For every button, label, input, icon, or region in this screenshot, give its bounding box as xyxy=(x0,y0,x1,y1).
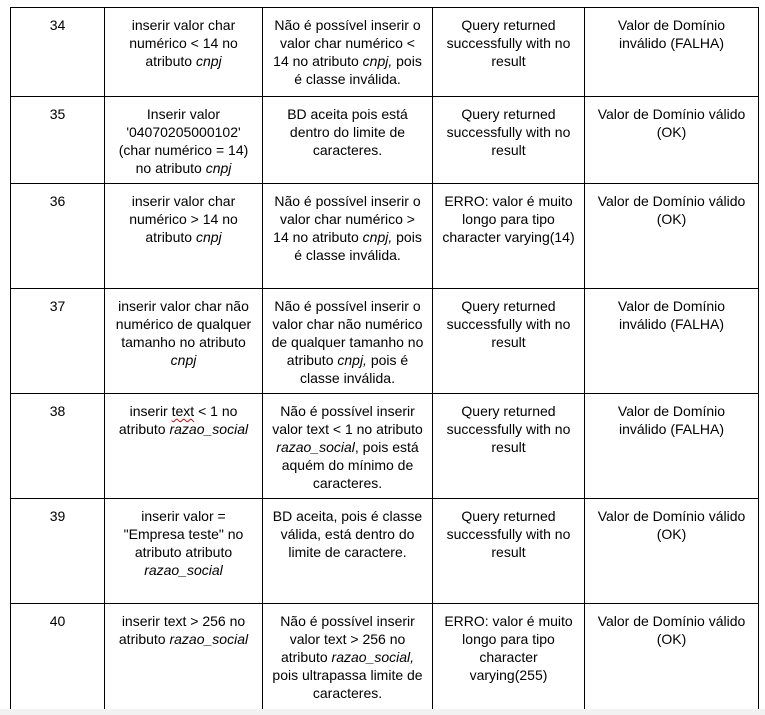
cell-line xyxy=(591,192,752,210)
cell-line xyxy=(439,648,578,666)
cell-line xyxy=(591,315,752,333)
case-result xyxy=(433,97,585,184)
table-row xyxy=(11,394,759,499)
cell-text: varying(255) xyxy=(469,667,548,683)
italic-text: cnpj, xyxy=(337,352,367,368)
cell-text: inválido (FALHA) xyxy=(618,421,725,437)
cell-line xyxy=(269,612,426,630)
cell-text: tamanho no atributo xyxy=(121,334,246,350)
cell-text: numérico < 14 no xyxy=(129,35,238,51)
cell-text: successfully with no xyxy=(446,35,571,51)
cell-text: atributo xyxy=(280,649,332,665)
cell-line xyxy=(269,16,426,34)
table-row xyxy=(11,184,759,289)
cell-line xyxy=(591,210,752,228)
cell-line xyxy=(439,210,578,228)
italic-text: razao_social xyxy=(169,421,249,437)
cell-text: inserir valor char xyxy=(131,193,236,209)
case-id: 37 xyxy=(11,289,105,394)
cell-line xyxy=(111,141,256,159)
italic-text: razao_social, xyxy=(331,649,415,665)
case-result xyxy=(433,394,585,499)
cell-text: inserir valor char xyxy=(131,17,236,33)
case-expected xyxy=(263,394,433,499)
cell-text: inserir valor char não xyxy=(118,298,249,314)
cell-text: successfully with no xyxy=(446,124,571,140)
cell-line xyxy=(111,16,256,34)
cell-text: , pois está xyxy=(354,439,419,455)
case-description xyxy=(105,97,263,184)
cell-text: 14 no atributo xyxy=(273,53,363,69)
cell-text: (char numérico = 14) xyxy=(118,142,249,158)
cell-text: Não é possível inserir o xyxy=(274,17,421,33)
cell-line xyxy=(269,34,426,52)
cell-text: valor char numérico > xyxy=(279,211,415,227)
cell-text: result xyxy=(491,334,526,350)
case-id: 34 xyxy=(11,8,105,97)
cell-line xyxy=(439,666,578,684)
cell-line xyxy=(269,315,426,333)
case-expected xyxy=(263,97,433,184)
cell-text: atributo xyxy=(145,229,196,245)
cell-text: Valor de Domínio válido xyxy=(597,106,746,122)
case-classification xyxy=(585,97,759,184)
cell-line xyxy=(111,351,256,369)
case-expected xyxy=(263,604,433,710)
cell-text: caracteres. xyxy=(312,475,383,491)
cell-text: result xyxy=(491,544,526,560)
cell-text: Não é possível inserir o xyxy=(274,298,421,314)
cell-text: character varying(14) xyxy=(442,229,575,245)
cell-text: valor text < 1 no atributo xyxy=(272,421,423,437)
case-result xyxy=(433,184,585,289)
case-expected xyxy=(263,8,433,97)
cell-line xyxy=(269,333,426,351)
cell-line xyxy=(439,105,578,123)
cell-line xyxy=(111,543,256,561)
cell-text: longo para tipo xyxy=(462,631,555,647)
cell-line xyxy=(269,70,426,88)
table-body xyxy=(11,8,759,710)
case-id: 38 xyxy=(11,394,105,499)
cell-text: Valor de Domínio xyxy=(617,17,726,33)
cell-text: Valor de Domínio válido xyxy=(597,613,746,629)
cell-line xyxy=(439,438,578,456)
cell-text: 14 no atributo xyxy=(273,229,363,245)
cell-text: (OK) xyxy=(656,211,687,227)
cell-line xyxy=(111,228,256,246)
italic-text: cnpj xyxy=(170,352,197,368)
cell-line xyxy=(439,630,578,648)
cell-line xyxy=(269,210,426,228)
cell-line xyxy=(269,228,426,246)
case-description xyxy=(105,184,263,289)
case-description xyxy=(105,8,263,97)
cell-text: Query returned xyxy=(461,508,556,524)
cell-text: pois ultrapassa limite de xyxy=(272,667,423,683)
case-description xyxy=(105,604,263,710)
cell-line xyxy=(269,420,426,438)
cell-text: Não é possível inserir o xyxy=(274,193,421,209)
cell-line xyxy=(269,648,426,666)
italic-text: cnpj xyxy=(205,160,232,176)
cell-text: text xyxy=(171,403,195,419)
cell-line xyxy=(269,246,426,264)
cell-text: inserir xyxy=(129,403,172,419)
cell-text: numérico > 14 no xyxy=(129,211,238,227)
cell-line xyxy=(111,507,256,525)
cell-text: BD aceita pois está xyxy=(287,106,408,122)
cell-text: Query returned xyxy=(461,17,556,33)
cell-line xyxy=(111,297,256,315)
case-id: 40 xyxy=(11,604,105,710)
cell-line xyxy=(269,369,426,387)
cell-line xyxy=(111,402,256,420)
cell-text: Query returned xyxy=(461,106,556,122)
cell-line xyxy=(439,34,578,52)
case-expected xyxy=(263,499,433,604)
cell-line xyxy=(591,123,752,141)
cell-text: Query returned xyxy=(461,403,556,419)
cell-line xyxy=(269,543,426,561)
cell-line xyxy=(269,525,426,543)
cell-text: (OK) xyxy=(656,526,687,542)
italic-text: razao_social xyxy=(169,631,249,647)
case-classification xyxy=(585,289,759,394)
cell-line xyxy=(439,402,578,420)
cell-text: result xyxy=(491,53,526,69)
cell-text: successfully with no xyxy=(446,316,571,332)
cell-text: inválido (FALHA) xyxy=(618,35,725,51)
cell-line xyxy=(591,402,752,420)
case-result xyxy=(433,604,585,710)
cell-text: (OK) xyxy=(656,631,687,647)
table-row xyxy=(11,499,759,604)
cell-text: pois é xyxy=(366,352,409,368)
case-result xyxy=(433,289,585,394)
cell-line xyxy=(269,105,426,123)
cell-line xyxy=(269,192,426,210)
italic-text: cnpj xyxy=(195,53,222,69)
case-classification xyxy=(585,604,759,710)
cell-line xyxy=(269,684,426,702)
cell-line xyxy=(111,192,256,210)
cell-text: valor char não numérico xyxy=(272,316,423,332)
cell-line xyxy=(591,630,752,648)
cell-line xyxy=(439,543,578,561)
cell-line xyxy=(111,159,256,177)
cell-line xyxy=(591,420,752,438)
cell-line xyxy=(269,123,426,141)
cell-text: Inserir valor xyxy=(146,106,221,122)
case-classification xyxy=(585,394,759,499)
cell-line xyxy=(111,210,256,228)
table-row xyxy=(11,97,759,184)
case-id: 36 xyxy=(11,184,105,289)
cell-line xyxy=(111,333,256,351)
case-description xyxy=(105,394,263,499)
cell-line xyxy=(439,507,578,525)
cell-text: de qualquer tamanho no xyxy=(271,334,424,350)
cell-text: atributo xyxy=(118,631,170,647)
cell-text: atributo atributo xyxy=(134,544,233,560)
cell-text: atributo xyxy=(286,352,338,368)
cell-text: "Empresa teste" no xyxy=(123,526,244,542)
cell-line xyxy=(269,297,426,315)
cell-line xyxy=(439,525,578,543)
cell-line xyxy=(111,315,256,333)
cell-text: Valor de Domínio válido xyxy=(597,508,746,524)
cell-line xyxy=(439,297,578,315)
cell-text: numérico de qualquer xyxy=(115,316,252,332)
cell-text: caracteres. xyxy=(312,685,383,701)
cell-text: caracteres. xyxy=(312,142,383,158)
cell-line xyxy=(439,420,578,438)
cell-line xyxy=(111,561,256,579)
cell-line xyxy=(439,123,578,141)
case-expected xyxy=(263,184,433,289)
cell-line xyxy=(269,141,426,159)
case-result xyxy=(433,8,585,97)
cell-text: character xyxy=(479,649,538,665)
cell-text: '04070205000102' xyxy=(126,124,241,140)
italic-text: razao_social xyxy=(276,439,355,455)
case-classification xyxy=(585,8,759,97)
case-description xyxy=(105,499,263,604)
cell-line xyxy=(111,105,256,123)
cell-line xyxy=(591,105,752,123)
cell-line xyxy=(439,141,578,159)
cell-text: Valor de Domínio válido xyxy=(597,193,746,209)
case-id: 35 xyxy=(11,97,105,184)
cell-text: result xyxy=(491,142,526,158)
cell-line xyxy=(111,420,256,438)
italic-text: cnpj, xyxy=(362,53,393,69)
cell-text: inserir valor = xyxy=(141,508,226,524)
cell-line xyxy=(439,333,578,351)
cell-line xyxy=(269,630,426,648)
cell-line xyxy=(269,351,426,369)
cell-line xyxy=(439,192,578,210)
cell-text: (OK) xyxy=(656,124,687,140)
cell-text: aquém do mínimo de xyxy=(281,457,414,473)
cell-text: Query returned xyxy=(461,298,556,314)
cell-text: Não é possível inserir xyxy=(280,403,415,419)
cell-text: inserir text > 256 no xyxy=(121,613,246,629)
table-row xyxy=(11,289,759,394)
italic-text: cnpj, xyxy=(362,229,393,245)
cell-line xyxy=(591,297,752,315)
cell-text: é classe inválida. xyxy=(294,71,401,87)
cell-line xyxy=(269,52,426,70)
cell-line xyxy=(591,16,752,34)
cell-text: ERRO: valor é muito xyxy=(444,193,573,209)
cell-text: no atributo xyxy=(135,160,206,176)
cell-line xyxy=(269,438,426,456)
cell-text: pois xyxy=(392,229,422,245)
cell-text: inválido (FALHA) xyxy=(618,316,725,332)
cell-line xyxy=(591,525,752,543)
cell-line xyxy=(591,34,752,52)
case-id: 39 xyxy=(11,499,105,604)
cell-line xyxy=(269,474,426,492)
cell-line xyxy=(111,123,256,141)
case-classification xyxy=(585,184,759,289)
window-bottom-edge xyxy=(0,709,765,715)
cell-line xyxy=(269,402,426,420)
table-row xyxy=(11,604,759,710)
cell-line xyxy=(591,507,752,525)
cell-line xyxy=(269,666,426,684)
cell-line xyxy=(269,507,426,525)
cell-text: BD aceita, pois é classe xyxy=(272,508,423,524)
case-expected xyxy=(263,289,433,394)
table-row xyxy=(11,8,759,97)
cell-text: longo para tipo xyxy=(462,211,555,227)
cell-text: valor char numérico < xyxy=(279,35,415,51)
cell-text: Valor de Domínio xyxy=(617,403,726,419)
cell-text: atributo xyxy=(145,53,196,69)
cell-text: atributo xyxy=(118,421,170,437)
cell-line xyxy=(111,52,256,70)
cell-text: ERRO: valor é muito xyxy=(444,613,573,629)
cell-line xyxy=(439,52,578,70)
cell-line xyxy=(111,34,256,52)
cell-text: successfully with no xyxy=(446,526,571,542)
cell-text: pois xyxy=(392,53,422,69)
cell-text: < 1 no xyxy=(194,403,238,419)
cell-line xyxy=(111,612,256,630)
cell-line xyxy=(111,630,256,648)
case-result xyxy=(433,499,585,604)
cell-line xyxy=(439,228,578,246)
cell-text: valor text > 256 no xyxy=(289,631,406,647)
cell-text: é classe inválida. xyxy=(294,247,401,263)
cell-line xyxy=(111,525,256,543)
cell-text: Valor de Domínio xyxy=(617,298,726,314)
cell-line xyxy=(591,612,752,630)
cell-text: successfully with no xyxy=(446,421,571,437)
cell-line xyxy=(269,456,426,474)
cell-text: limite de caractere. xyxy=(288,544,407,560)
cell-text: result xyxy=(491,439,526,455)
cell-text: Não é possível inserir xyxy=(280,613,415,629)
cell-line xyxy=(439,315,578,333)
case-description xyxy=(105,289,263,394)
italic-text: cnpj xyxy=(195,229,222,245)
cell-line xyxy=(439,16,578,34)
cell-text: dentro do limite de xyxy=(289,124,406,140)
test-case-table xyxy=(10,7,759,710)
cell-line xyxy=(439,612,578,630)
cell-text: válida, está dentro do xyxy=(280,526,415,542)
cell-text: classe inválida. xyxy=(300,370,395,386)
italic-text: razao_social xyxy=(144,562,223,578)
case-classification xyxy=(585,499,759,604)
